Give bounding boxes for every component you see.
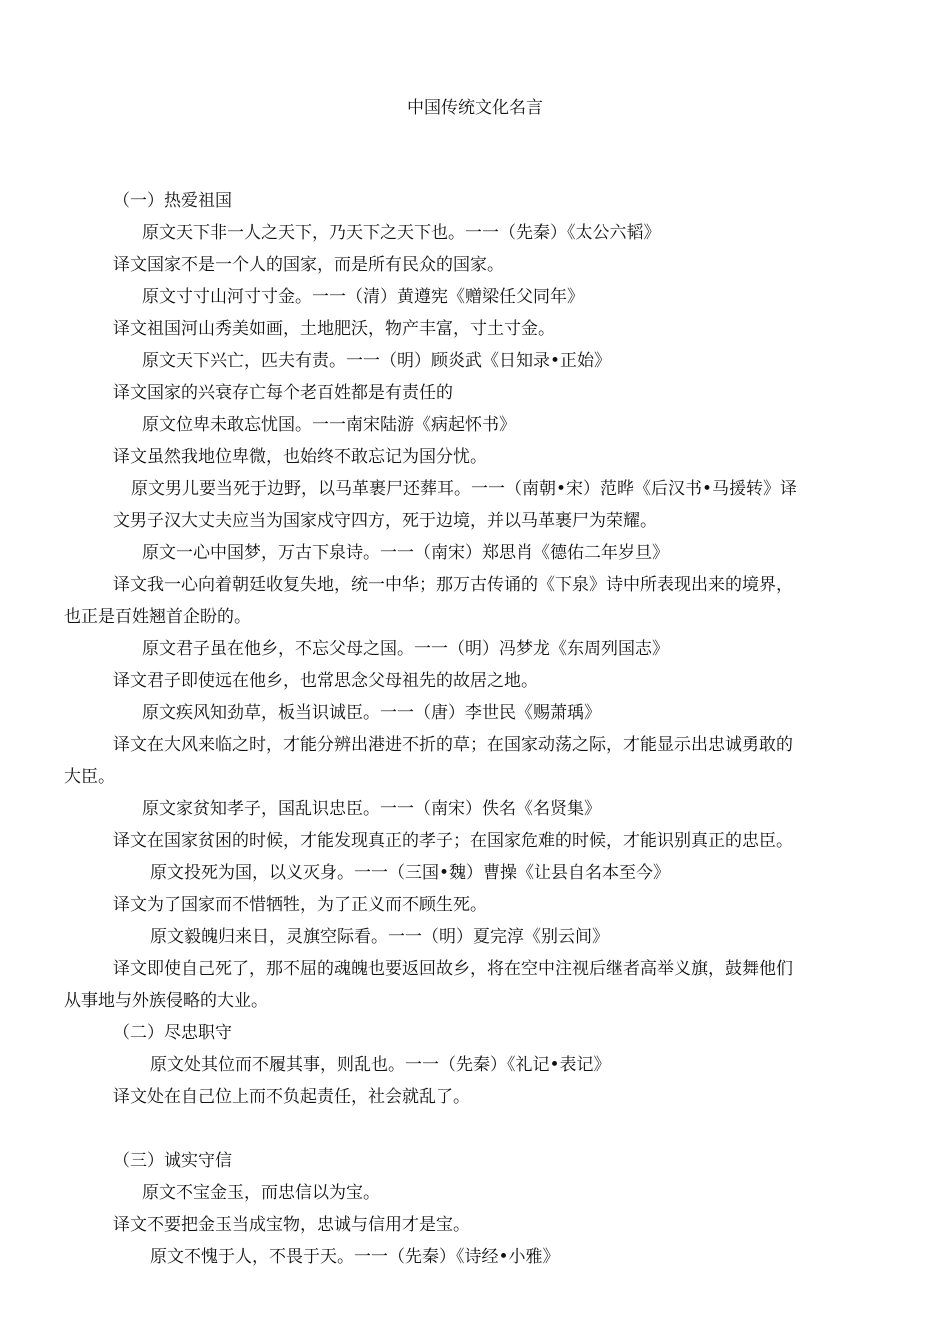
translation-text-line: 译文在国家贫困的时候，才能发现真正的孝子；在国家危难的时候，才能识别真正的忠臣。 xyxy=(113,831,793,851)
original-text-line: 原文位卑未敢忘忧国。一一南宋陆游《病起怀书》 xyxy=(142,415,516,435)
original-text-line: 原文投死为国，以义灭身。一一（三国•魏）曹操《让县自名本至今》 xyxy=(150,863,671,883)
translation-text-line: 译文处在自己位上而不负起责任，社会就乱了。 xyxy=(113,1087,470,1107)
original-text-line: 原文不愧于人，不畏于天。一一（先秦）《诗经•小雅》 xyxy=(150,1247,560,1267)
translation-text-line: 文男子汉大丈夫应当为国家戍守四方，死于边境，并以马革裹尸为荣耀。 xyxy=(113,511,657,531)
original-text-line: 原文天下非一人之天下，乃天下之天下也。一一（先秦）《太公六韬》 xyxy=(142,223,661,243)
original-text-line: 原文寸寸山河寸寸金。一一（清）黄遵宪《赠梁任父同年》 xyxy=(142,287,584,307)
original-text-line: 原文毅魄归来日，灵旗空际看。一一（明）夏完淳《别云间》 xyxy=(150,927,609,947)
original-text-line: 原文不宝金玉，而忠信以为宝。 xyxy=(142,1183,380,1203)
translation-text-line: 也正是百姓翘首企盼的。 xyxy=(64,607,251,627)
translation-text-line: 译文君子即使远在他乡，也常思念父母祖先的故居之地。 xyxy=(113,671,538,691)
section-heading: （一）热爱祖国 xyxy=(113,191,232,211)
translation-text-line: 译文国家的兴衰存亡每个老百姓都是有责任的 xyxy=(113,383,453,403)
original-text-line: 原文男儿要当死于边野，以马革裹尸还葬耳。一一（南朝•宋）范晔《后汉书•马援转》译 xyxy=(131,479,798,499)
translation-text-line: 译文虽然我地位卑微，也始终不敢忘记为国分忧。 xyxy=(113,447,487,467)
original-text-line: 原文家贫知孝子，国乱识忠臣。一一（南宋）佚名《名贤集》 xyxy=(142,799,601,819)
section-heading: （二）尽忠职守 xyxy=(113,1023,232,1043)
translation-text-line: 译文祖国河山秀美如画，土地肥沃，物产丰富，寸土寸金。 xyxy=(113,319,555,339)
translation-text-line: 译文不要把金玉当成宝物，忠诚与信用才是宝。 xyxy=(113,1215,470,1235)
translation-text-line: 译文即使自己死了，那不屈的魂魄也要返回故乡，将在空中注视后继者高举义旗，鼓舞他们 xyxy=(113,959,793,979)
original-text-line: 原文处其位而不履其事，则乱也。一一（先秦）《礼记•表记》 xyxy=(150,1055,611,1075)
section-heading: （三）诚实守信 xyxy=(113,1151,232,1171)
translation-text-line: 译文我一心向着朝廷收复失地，统一中华；那万古传诵的《下泉》诗中所表现出来的境界， xyxy=(113,575,793,595)
original-text-line: 原文天下兴亡，匹夫有责。一一（明）顾炎武《日知录•正始》 xyxy=(142,351,612,371)
translation-text-line: 大臣。 xyxy=(64,767,115,787)
translation-text-line: 从事地与外族侵略的大业。 xyxy=(64,991,268,1011)
translation-text-line: 译文在大风来临之时，才能分辨出港进不折的草；在国家动荡之际，才能显示出忠诚勇敢的 xyxy=(113,735,793,755)
original-text-line: 原文君子虽在他乡，不忘父母之国。一一（明）冯梦龙《东周列国志》 xyxy=(142,639,669,659)
original-text-line: 原文一心中国梦，万古下泉诗。一一（南宋）郑思肖《德佑二年岁旦》 xyxy=(142,543,669,563)
document-title: 中国传统文化名言 xyxy=(407,98,543,118)
translation-text-line: 译文国家不是一个人的国家，而是所有民众的国家。 xyxy=(113,255,504,275)
original-text-line: 原文疾风知劲草，板当识诚臣。一一（唐）李世民《赐萧瑀》 xyxy=(142,703,601,723)
translation-text-line: 译文为了国家而不惜牺牲，为了正义而不顾生死。 xyxy=(113,895,487,915)
